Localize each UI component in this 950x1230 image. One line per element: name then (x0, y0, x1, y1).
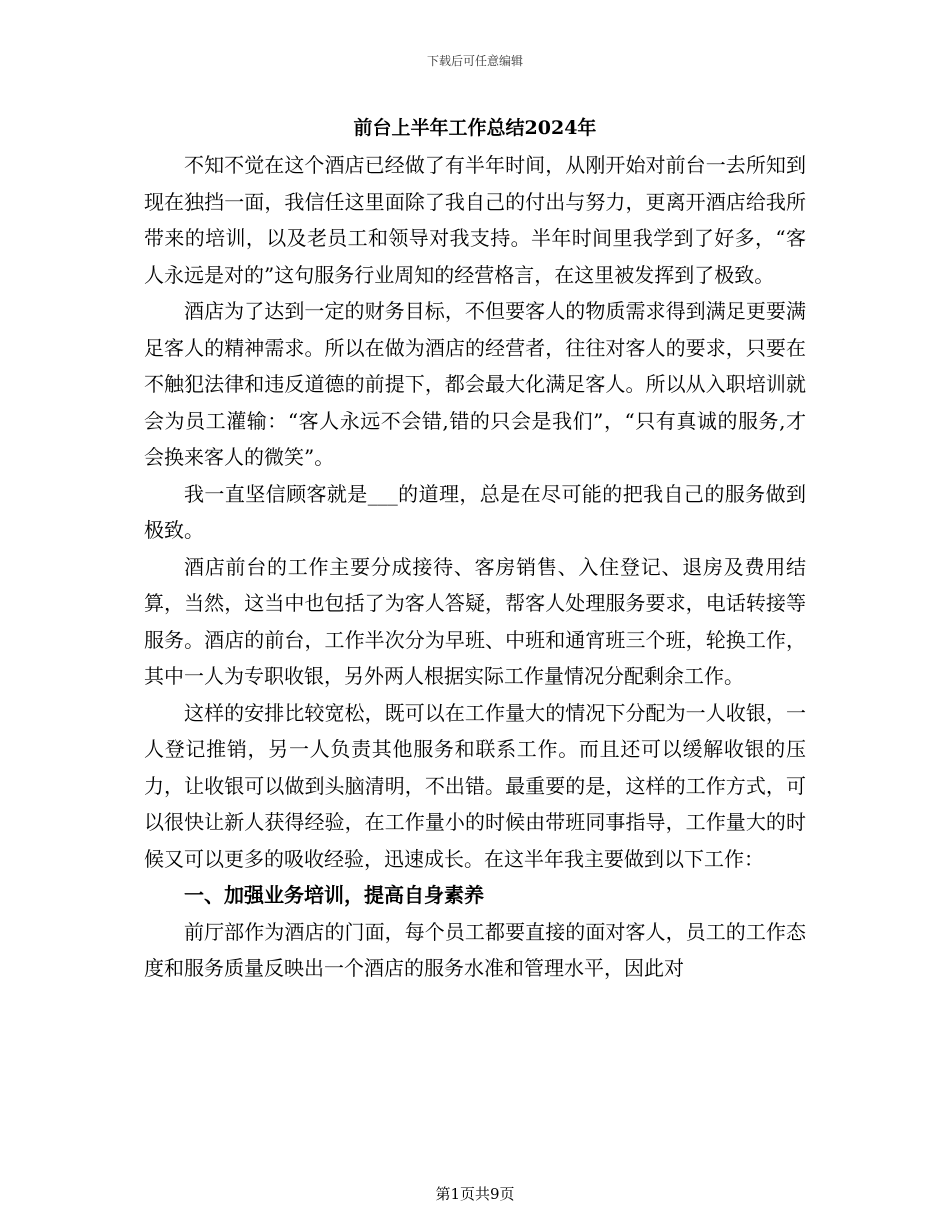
page-number: 第1页共9页 (435, 1185, 515, 1203)
document-title: 前台上半年工作总结2024年 (353, 117, 597, 139)
page-header: 下载后可任意编辑 (426, 54, 523, 68)
paragraph: 酒店前台的工作主要分成接待、客房销售、入住登记、退房及费用结算，当然，这当中也包括了为客人答疑，帮客人处理服务要求，电话转接等服务。酒店的前台，工作半次分为早班、中班和通宵班三个班，轮换工作，其中一人为专职收银，另外两人根据实际工作量情况分配剩余工作。 (144, 554, 806, 688)
document-body (144, 147, 806, 987)
paragraph: 酒店为了达到一定的财务目标，不但要客人的物质需求得到满足更要满足客人的精神需求。所以在做为酒店的经营者，往往对客人的要求，只要在不触犯法律和违反道德的前提下，都会最大化满足客人。所以从入职培训就会为员工灌输：“客人永远不会错,错的只会是我们”，“只有真诚的服务,才会换来客人的微笑”。 (144, 299, 806, 469)
paragraph: 这样的安排比较宽松，既可以在工作量大的情况下分配为一人收银，一人登记推销，另一人负责其他服务和联系工作。而且还可以缓解收银的压力，让收银可以做到头脑清明，不出错。最重要的是，这样的工作方式，可以很快让新人获得经验，在工作量小的时候由带班同事指导，工作量大的时候又可以更多的吸收经验，迅速成长。在这半年我主要做到以下工作： (144, 700, 806, 871)
section-heading: 一、加强业务培训，提高自身素养 (184, 883, 484, 907)
paragraph: 不知不觉在这个酒店已经做了有半年时间，从刚开始对前台一去所知到现在独挡一面，我信任这里面除了我自己的付出与努力，更离开酒店给我所带来的培训，以及老员工和领导对我支持。半年时间里我学到了好多，“客人永远是对的”这句服务行业周知的经营格言，在这里被发挥到了极致。 (144, 153, 806, 287)
paragraph: 前厅部作为酒店的门面，每个员工都要直接的面对客人，员工的工作态度和服务质量反映出一个酒店的服务水准和管理水平，因此对 (144, 919, 806, 980)
paragraph: 我一直坚信顾客就是___的道理，总是在尽可能的把我自己的服务做到极致。 (144, 481, 806, 542)
